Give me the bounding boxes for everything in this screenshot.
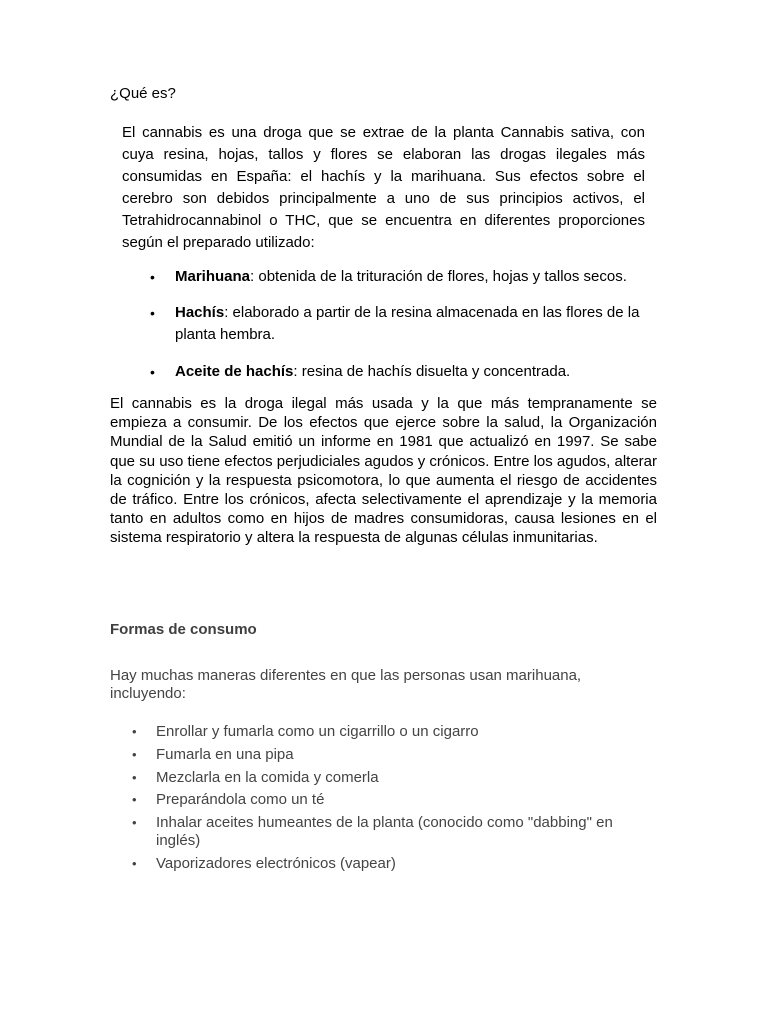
section-title: Formas de consumo [110,621,257,638]
list-item: • Preparándola como un té [110,791,650,809]
type-item-hachis [122,302,645,346]
intro-paragraph: El cannabis es una droga que se extrae de la planta Cannabis sativa, con cuya resina, hojas, tallos y flores se elaboran las drogas ilegales más consumidas en España: el hachís y la marihuana. Sus efectos sobre el cerebro son debidos principalmente a uno de sus principios activos, el Tetrahidrocannabinol o THC, que se encuentra en diferentes proporciones según el preparado utilizado: [122,124,645,251]
type-term: Hachís [175,304,225,321]
health-effects-paragraph: El cannabis es la droga ilegal más usada y la que más tempranamente se empieza a consumir. De los efectos que ejerce sobre la salud, la Organización Mundial de la Salud emitió un informe en 1981 que actualizó en 1997. Se sabe que su uso tiene efectos perjudiciales agudos y crónicos. Entre los agudos, alterar la cognición y la respuesta psicomotora, lo que aumenta el riesgo de accidentes de tráfico. Entre los crónicos, afecta selectivamente el aprendizaje y la memoria tanto en adultos como en hijos de madres consumidoras, causa lesiones en el sistema respiratorio y altera la respuesta de algunas células inmunitarias. [110,395,657,547]
list-item: • Enrollar y fumarla como un cigarrillo o un cigarro [110,723,650,741]
type-description: : obtenida de la trituración de flores, hojas y tallos secos. [250,268,627,285]
type-item-aceite [122,361,645,383]
type-term: Aceite de hachís [175,363,294,380]
list-item: • Fumarla en una pipa [110,746,650,764]
list-item: • Inhalar aceites humeantes de la planta (conocido como "dabbing" en inglés) [110,814,650,850]
list-item: • Mezclarla en la comida y comerla [110,769,650,787]
type-term: Marihuana [175,268,251,285]
question-heading: ¿Qué es? [110,85,176,102]
section-intro: Hay muchas maneras diferentes en que las personas usan marihuana, incluyendo: [110,667,582,702]
list-item: • Vaporizadores electrónicos (vapear) [110,855,650,873]
type-description: : resina de hachís disuelta y concentrada. [293,363,571,380]
type-description: : elaborado a partir de la resina almacenada en las flores de la planta hembra. [175,304,640,343]
consumption-methods-list [110,723,650,878]
type-item-marihuana [122,266,645,288]
